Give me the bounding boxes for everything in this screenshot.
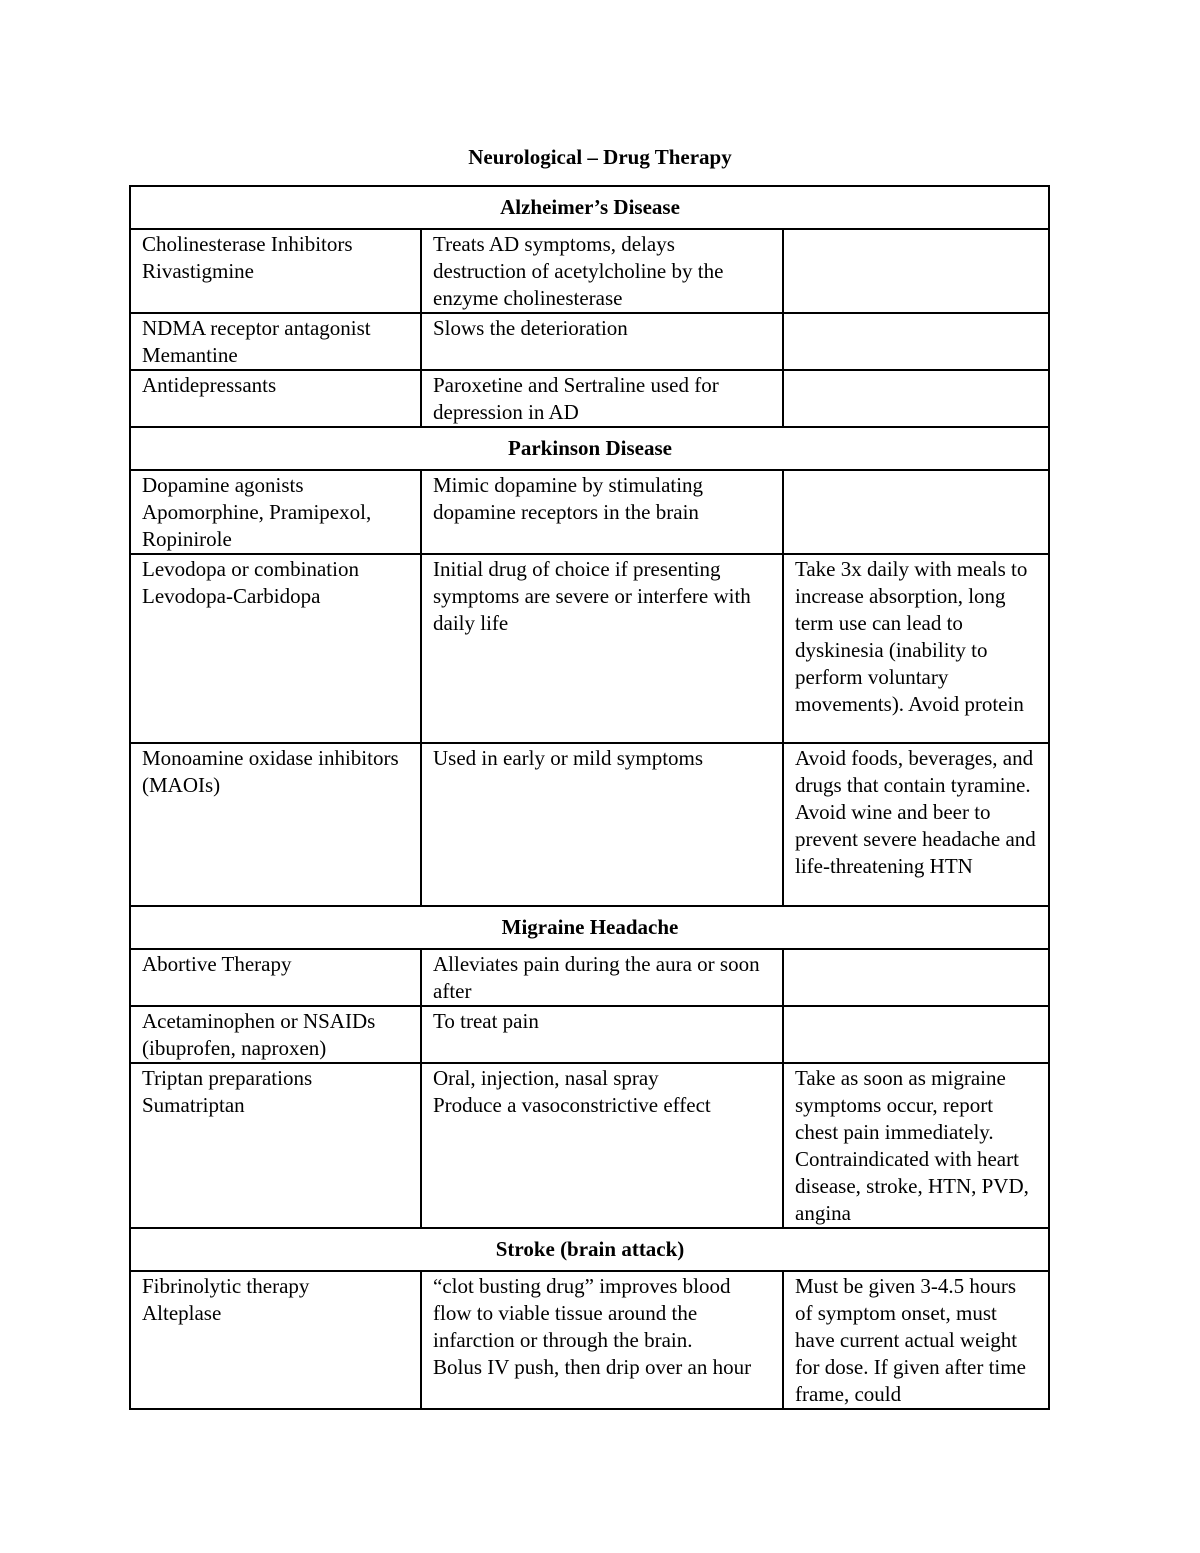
notes-cell (783, 470, 1049, 554)
drug-name: Rivastigmine (142, 259, 254, 283)
notes-cell (783, 554, 1049, 743)
drug-cell (130, 743, 421, 906)
action-cell (421, 554, 783, 743)
table-row (130, 370, 1049, 427)
drug-class: Triptan preparations (142, 1066, 313, 1090)
notes-text: Take 3x daily with meals to increase absorption, long term use can lead to dyskinesia (inability to perform voluntary movements). Avoid protein (795, 557, 1028, 716)
section-heading: Alzheimer’s Disease (130, 186, 1049, 229)
table-row (130, 554, 1049, 743)
drug-class: Fibrinolytic therapy (142, 1274, 310, 1298)
notes-cell (783, 229, 1049, 313)
notes-cell (783, 313, 1049, 370)
section-heading: Migraine Headache (130, 906, 1049, 949)
drug-class: Dopamine agonists (142, 473, 304, 497)
action-text: Mimic dopamine by stimulating dopamine receptors in the brain (433, 473, 704, 524)
drug-class: Abortive Therapy (142, 952, 292, 976)
drug-cell (130, 470, 421, 554)
drug-name: Alteplase (142, 1301, 222, 1325)
drug-cell (130, 1271, 421, 1409)
drug-class: Antidepressants (142, 373, 277, 397)
table-row (130, 229, 1049, 313)
drug-class: NDMA receptor antagonist (142, 316, 371, 340)
notes-cell (783, 1271, 1049, 1409)
action-text: To treat pain (433, 1009, 539, 1033)
action-cell (421, 1063, 783, 1228)
drug-class: Levodopa or combination (142, 557, 359, 581)
section-header-row (130, 427, 1049, 470)
action-cell (421, 1006, 783, 1063)
notes-cell (783, 370, 1049, 427)
section-heading: Stroke (brain attack) (130, 1228, 1049, 1271)
action-text: Produce a vasoconstrictive effect (433, 1093, 711, 1117)
action-cell (421, 949, 783, 1006)
action-cell (421, 313, 783, 370)
table-row (130, 470, 1049, 554)
table-row (130, 1063, 1049, 1228)
action-cell (421, 470, 783, 554)
drug-name: Sumatriptan (142, 1093, 245, 1117)
notes-text: Take as soon as migraine symptoms occur, report chest pain immediately. Contraindicated with heart disease, stroke, HTN, PVD, angina (795, 1066, 1029, 1225)
section-heading: Parkinson Disease (130, 427, 1049, 470)
action-cell (421, 743, 783, 906)
drug-cell (130, 1006, 421, 1063)
action-text: “clot busting drug” improves blood flow to viable tissue around the infarction or through the brain. (433, 1274, 731, 1352)
action-text: Slows the deterioration (433, 316, 628, 340)
action-cell (421, 1271, 783, 1409)
action-text: Alleviates pain during the aura or soon after (433, 952, 760, 1003)
drug-cell (130, 949, 421, 1006)
notes-cell (783, 743, 1049, 906)
action-text: Treats AD symptoms, delays destruction of acetylcholine by the enzyme cholinesterase (433, 232, 724, 310)
drug-class: Cholinesterase Inhibitors (142, 232, 353, 256)
page-title: Neurological – Drug Therapy (468, 145, 732, 169)
notes-cell (783, 1006, 1049, 1063)
drug-cell (130, 229, 421, 313)
table-row (130, 1271, 1049, 1409)
drug-cell (130, 554, 421, 743)
action-text: Paroxetine and Sertraline used for depression in AD (433, 373, 719, 424)
action-cell (421, 370, 783, 427)
table-row (130, 949, 1049, 1006)
table-row (130, 313, 1049, 370)
table-row (130, 1006, 1049, 1063)
section-header-row (130, 906, 1049, 949)
drug-cell (130, 313, 421, 370)
notes-cell (783, 1063, 1049, 1228)
drug-name: Levodopa-Carbidopa (142, 584, 321, 608)
section-header-row (130, 1228, 1049, 1271)
drug-therapy-table (129, 185, 1050, 1410)
notes-text: Avoid foods, beverages, and drugs that contain tyramine. Avoid wine and beer to prevent severe headache and life-threatening HTN (795, 746, 1036, 878)
action-text: Used in early or mild symptoms (433, 746, 704, 770)
section-header-row (130, 186, 1049, 229)
action-cell (421, 229, 783, 313)
drug-cell (130, 1063, 421, 1228)
drug-class: Monoamine oxidase inhibitors (MAOIs) (142, 746, 399, 797)
action-text: Bolus IV push, then drip over an hour (433, 1355, 752, 1379)
drug-class: Acetaminophen or NSAIDs (ibuprofen, naproxen) (142, 1009, 376, 1060)
action-text: Initial drug of choice if presenting symptoms are severe or interfere with daily life (433, 557, 751, 635)
table-row (130, 743, 1049, 906)
notes-text: Must be given 3-4.5 hours of symptom onset, must have current actual weight for dose. If given after time frame, could (795, 1274, 1026, 1406)
drug-cell (130, 370, 421, 427)
action-text: Oral, injection, nasal spray (433, 1066, 659, 1090)
drug-name: Memantine (142, 343, 238, 367)
notes-cell (783, 949, 1049, 1006)
drug-name: Apomorphine, Pramipexol, Ropinirole (142, 500, 372, 551)
